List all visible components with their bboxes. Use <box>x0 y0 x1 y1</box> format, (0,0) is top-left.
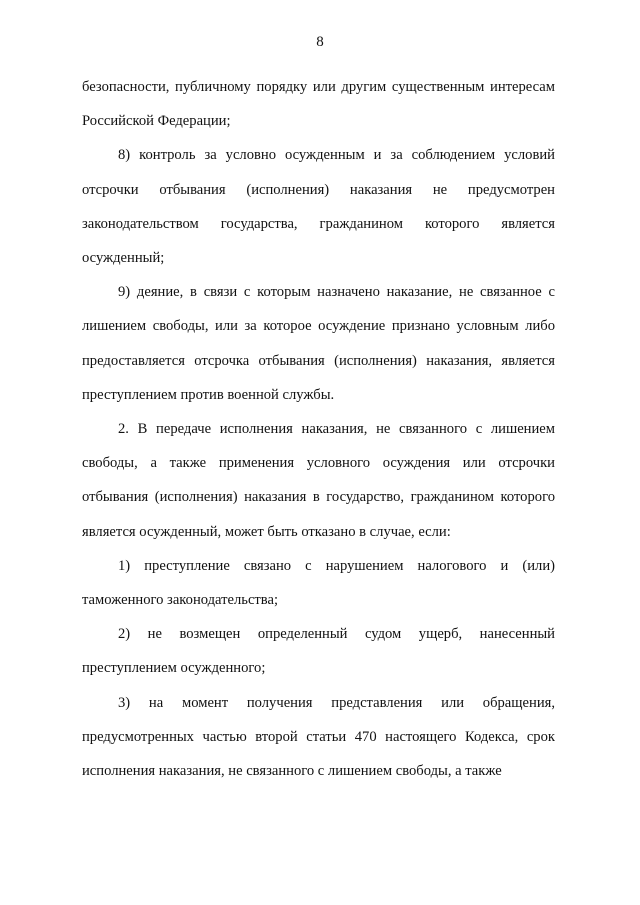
paragraph-item-8: 8) контроль за условно осужденным и за соблюдением условий отсрочки отбывания (исполнения) наказания не предусмотрен законодательством государства, гражданином которого является осужденный; <box>82 147 555 267</box>
page-number: 8 <box>316 34 324 50</box>
paragraph-continuation: безопасности, публичному порядку или другим существенным интересам Российской Федерации; <box>82 79 555 130</box>
paragraph-subitem-1: 1) преступление связано с нарушением налогового и (или) таможенного законодательства; <box>82 557 555 609</box>
paragraph-part-2: 2. В передаче исполнения наказания, не связанного с лишением свободы, а также применения условного осуждения или отсрочки отбывания (исполнения) наказания в государство, гражданином которого является осужденный, может быть отказано в случае, если: <box>82 421 555 540</box>
paragraph-subitem-3: 3) на момент получения представления или обращения, предусмотренных частью второй статьи 470 настоящего Кодекса, срок исполнения наказания, не связанного с лишением свободы, а также <box>82 694 555 780</box>
paragraph-subitem-2: 2) не возмещен определенный судом ущерб, нанесенный преступлением осужденного; <box>82 626 555 677</box>
paragraph-item-9: 9) деяние, в связи с которым назначено наказание, не связанное с лишением свободы, или за которое осуждение признано условным либо предоставляется отсрочка отбывания (исполнения) наказания, является преступлением против военной службы. <box>82 284 555 403</box>
document-body <box>82 70 555 788</box>
